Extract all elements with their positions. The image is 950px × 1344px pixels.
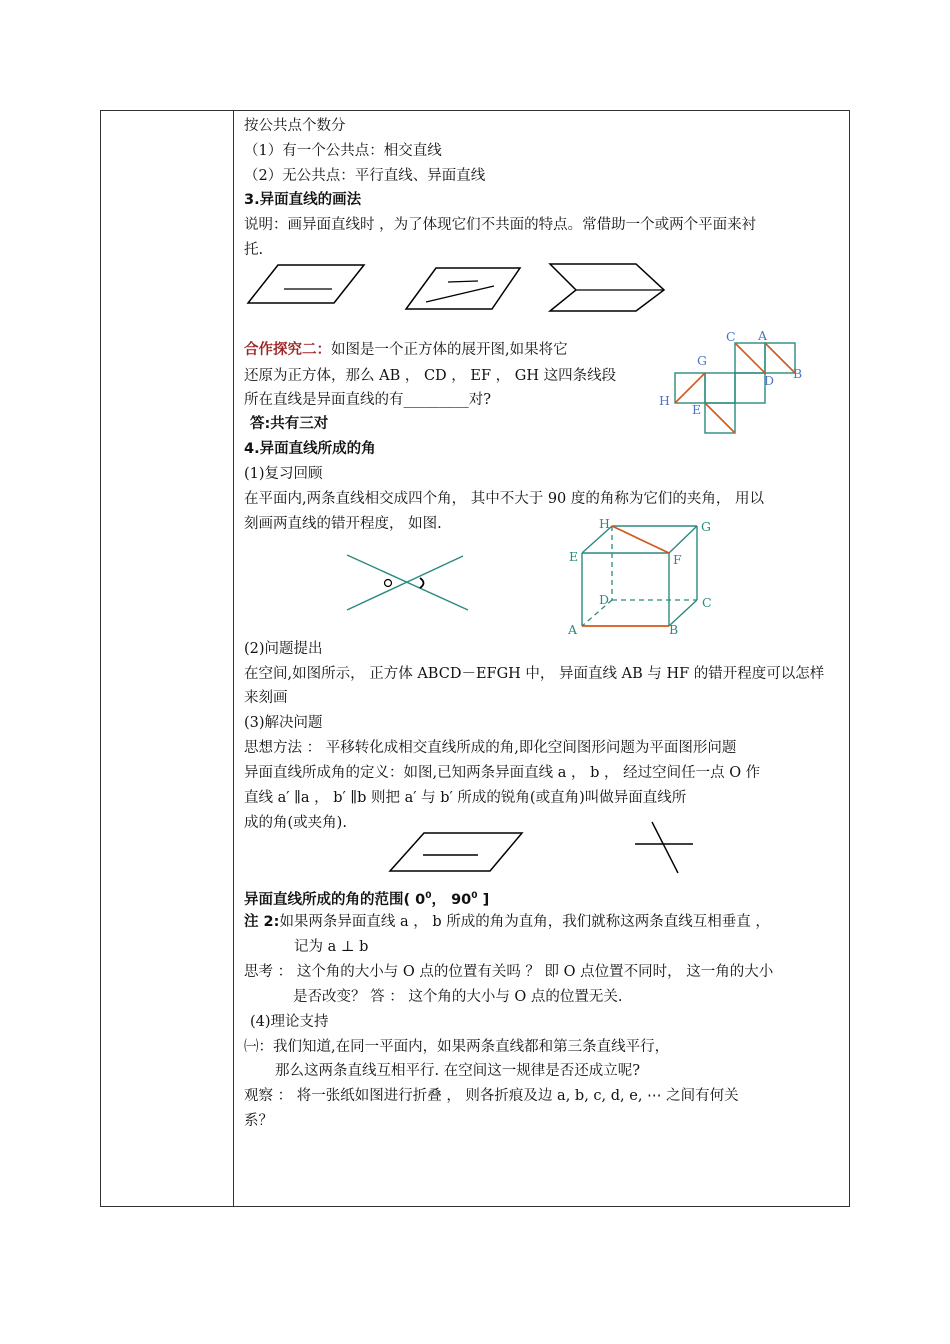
text-line: 刻画两直线的错开程度， 如图. — [244, 516, 442, 532]
text-line: 来刻画 — [244, 690, 288, 706]
text-run: 如图是一个正方体的展开图,如果将它 — [331, 342, 568, 358]
net-label-b: B — [793, 366, 803, 381]
text-run: 异面直线所成的角的范围( 0 — [244, 891, 426, 908]
text-line — [244, 913, 770, 931]
net-segment-ab — [765, 343, 795, 373]
text-line: (2)问题提出 — [244, 641, 323, 657]
text-line: 成的角(或夹角). — [244, 815, 347, 831]
skew-lines-drawings — [248, 262, 668, 312]
text-line: 异面直线所成角的定义：如图,已知两条异面直线 a ， b ， 经过空间任一点 O 作 — [244, 765, 761, 781]
text-line: （1）有一个公共点：相交直线 — [244, 143, 442, 159]
text-line: 观察 ： 将一张纸如图进行折叠 ， 则各折痕及边 a, b, c, d, e, ⋯ 之间有何关 — [244, 1088, 739, 1104]
text-line: 思考 ： 这个角的大小与 O 点的位置有关吗 ？ 即 O 点位置不同时， 这一角的大小 — [244, 964, 774, 980]
text-line: 是否改变？ 答 ： 这个角的大小与 O 点的位置无关. — [293, 989, 623, 1005]
text-run: ] — [477, 891, 490, 908]
answer-line: 答:共有三对 — [250, 416, 329, 432]
plane-figure — [390, 833, 522, 871]
text-line: 按公共点个数分 — [244, 118, 346, 134]
text-line: ㈠：我们知道,在同一平面内，如果两条直线都和第三条直线平行， — [244, 1039, 670, 1055]
net-label-d: D — [764, 373, 775, 388]
section-heading: 4.异面直线所成的角 — [244, 441, 376, 457]
cube-label-c: C — [702, 595, 712, 610]
cube-net-figure — [655, 328, 815, 438]
section-heading: 3.异面直线的画法 — [244, 192, 362, 208]
line-on-plane-2 — [448, 281, 478, 282]
cube-label-e: E — [569, 549, 579, 564]
text-run: 如果两条异面直线 a ， b 所成的角为直角，我们就称这两条直线互相垂直 ， — [279, 914, 770, 930]
text-line: 记为 a ⊥ b — [294, 939, 369, 955]
net-segment-cd — [735, 343, 765, 373]
superscript: 0 — [471, 891, 478, 901]
net-segment-ef — [705, 403, 735, 433]
plane-figure-2 — [406, 268, 520, 309]
exploration-heading: 合作探究二： — [244, 342, 331, 358]
folded-planes-figure-3 — [550, 264, 664, 311]
net-label-h: H — [659, 393, 670, 408]
hidden-edges — [582, 526, 697, 626]
cube-label-d: D — [599, 592, 610, 607]
text-line: 所在直线是异面直线的有_________对? — [244, 392, 492, 408]
text-run: ， 90 — [431, 891, 472, 908]
cube-label-h: H — [599, 516, 610, 531]
text-line: 思想方法 ： 平移转化成相交直线所成的角,即化空间图形问题为平面图形问题 — [244, 740, 737, 756]
crossing-line-1 — [652, 822, 678, 873]
note-heading: 注 2: — [244, 914, 280, 930]
column-divider — [233, 110, 234, 1207]
plane-figure-1 — [248, 265, 364, 303]
text-line: 直线 a′ ∥a ， b′ ∥b 则把 a′ 与 b′ 所成的锐角(或直角)叫做异面直线所 — [244, 790, 687, 806]
angle-definition-figure — [390, 818, 700, 878]
angle-range-line — [244, 887, 489, 909]
text-line: 托. — [244, 242, 264, 258]
text-line — [244, 341, 568, 359]
cube-label-g: G — [701, 519, 711, 534]
superscript: 0 — [425, 891, 432, 901]
cube-label-f: F — [673, 552, 682, 567]
text-line: 那么这两条直线互相平行. 在空间这一规律是否还成立呢? — [275, 1063, 640, 1079]
net-segment-gh — [675, 373, 705, 403]
angle-mark-right — [420, 578, 424, 588]
segment-hf — [612, 526, 669, 553]
net-label-a: A — [758, 328, 768, 343]
net-label-e: E — [692, 402, 702, 417]
cube-figure — [565, 516, 715, 641]
text-line: (1)复习回顾 — [244, 466, 323, 482]
slanted-line-2 — [426, 286, 494, 302]
text-line: 还原为正方体，那么 AB ， CD ， EF ， GH 这四条线段 — [244, 368, 617, 384]
intersecting-lines-figure — [345, 552, 475, 614]
cube-label-b: B — [669, 622, 679, 637]
cube-label-a: A — [568, 622, 578, 637]
text-line: 说明：画异面直线时 ，为了体现它们不共面的特点。常借助一个或两个平面来衬 — [244, 217, 757, 233]
text-line: 在空间,如图所示， 正方体 ABCD－EFGH 中， 异面直线 AB 与 HF 的错开程度可以怎样 — [244, 666, 825, 682]
angle-mark-left — [385, 580, 392, 587]
text-line: （2）无公共点：平行直线、异面直线 — [244, 168, 486, 184]
text-line: 在平面内,两条直线相交成四个角， 其中不大于 90 度的角称为它们的夹角， 用以 — [244, 491, 764, 507]
text-line: 系？ — [244, 1113, 273, 1129]
net-label-g: G — [697, 353, 707, 368]
text-line: (4)理论支持 — [250, 1014, 329, 1030]
text-line: (3)解决问题 — [244, 715, 323, 731]
net-label-c: C — [726, 329, 736, 344]
